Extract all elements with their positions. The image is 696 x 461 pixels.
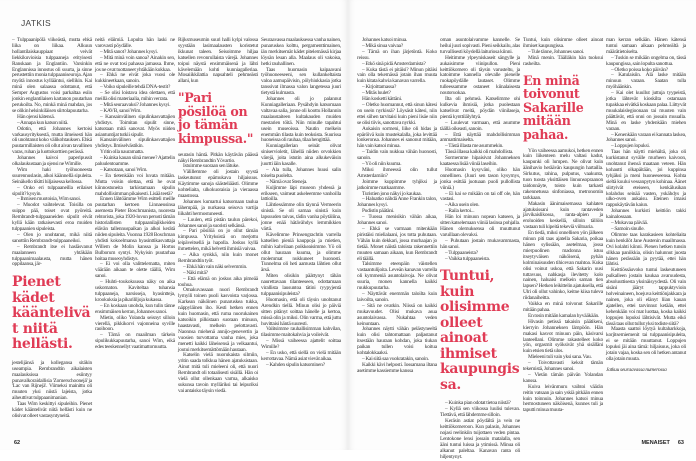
body-paragraph: oman asuntolaivamme kannelle. Se heilui juuri sopivasti. Pieni seikkailu, alas turvallisesti köydellä laituriosa kiinni. bbox=[440, 37, 520, 55]
body-paragraph: – Mikä sinua vaivaa? bbox=[362, 42, 404, 49]
body-paragraph: Olimme taas karakasieen kohteliaita kuin henkilöt Jane Austenin maailmassa. Ovi kolahti kiinni. Pienen hetken tunsin silkkaa paniikkia, olisin halunnut juosta hänen perässään ja pyytää, ettei hän lähtisi. bbox=[606, 231, 686, 268]
body-paragraph: Huomasin, että oli täysin unohtanut Arendkin tiellä. Minun olisi jo päiviä sitten pitänyt soittaa hänelle ja kertoa, missä olin ja miksi. Olin varma, että juttu huvittaisi häntä suuresti. bbox=[261, 296, 341, 327]
body-paragraph: – Puhutaan jostain mukavammasta, hän sanoi. bbox=[440, 237, 520, 250]
body-paragraph: – Nämä ovat Steneja. bbox=[266, 178, 308, 185]
body-paragraph: Ilta oli pehmeä. Katselimme ohi kulkevia ihmisiä, jotka puolestaan katselivat meitä, pöydän viinilaseja, pientä kynttilälyhtyä. bbox=[440, 96, 520, 120]
body-paragraph: Yön vaiheessa aamukoi, hetken ennen kuin liikenteen melu valtasi kadut, kaupunki oli lumpen. Ne olivat kuin äänihavio heräävän kaupungin hartailla. Sirkutus, rahina, pulputus, vaakunta, tuon tuosta yksittäisen linnunsopraanon taidonnäyte, toisto kuin tarkasti rakennetussa sinfoniassa, metronomin tarkkaan. bbox=[523, 147, 603, 201]
body-paragraph: – Luulen, että pistän taulun pärekoi, Johannes sanoi ja suoristi selkänsä. bbox=[178, 216, 258, 229]
body-paragraph: – Mitä sanot? Johannes kysyi. bbox=[100, 48, 158, 55]
body-paragraph: Sormemme hipaisivat Johanneksen kaataessa lisää viiniä laseihin. bbox=[440, 155, 520, 168]
body-paragraph: Mietin, oliko Yolanda seisnyt silloin vierellä, pikkikorvi vajonneina syville raoihoon. bbox=[95, 314, 175, 333]
body-paragraph: Kaikki kävi helposti. Iossamana iltana asetimme kassiemme kanssa bbox=[357, 361, 437, 374]
body-paragraph: – Raila kertoi... bbox=[445, 208, 475, 215]
article-column-8 bbox=[606, 38, 686, 374]
body-paragraph: Istuimme suoraan sen lätuke. bbox=[183, 163, 240, 170]
body-paragraph: Huomasin kysyväni, oliko hän onnellinen. (Juuri sen tason kysymys, jonka esittää juotuaan puoli pullollista viiniä.) bbox=[440, 166, 520, 191]
body-paragraph: – Tulppaanipölä viikeästä, mutta ehkä liika on liikaa. Alkuun hollantilaiskauppiaat veivät liekkikuvioisia tulppaaneja erityisesti Ranskaan ja Englantiin. Varsinkin Englannissa innostus oli suurta, ja sinne perustettiin monia tulppaaniseuroja. Ajan myötä innostus kyllääntui, siellikin. Kai minä olen salaassa odottanut, että Semper Augustus voisi parkaltaa esiin jonkin englantilaisen kartanon puutarhan perukoilta. No, minkä minä mahdan, jos se olikin helsinkiläisen siirtolapuutarha. bbox=[12, 37, 92, 114]
body-paragraph: Johannes katsoi minua. bbox=[362, 37, 408, 43]
body-paragraph: Kansainvälinen sipulinkasvattajien yhdistys. Ilmiselvästikin. bbox=[95, 137, 175, 150]
section-label: JATKIS bbox=[21, 18, 51, 28]
body-paragraph: – Annapa kun katson niitä. bbox=[17, 119, 69, 126]
body-paragraph: – Kyllä sen viikossa luulisi tulevan. Tiettävä, että lähdemme silloin. bbox=[440, 406, 520, 419]
body-paragraph: – Tästä illasta me asummekin. bbox=[445, 143, 504, 150]
body-paragraph: – Vaikka tulppaaneista. bbox=[445, 255, 490, 262]
body-paragraph: – Mitä seuraavaksi? Johannes kysyi. bbox=[100, 101, 171, 108]
left-page bbox=[0, 0, 348, 450]
body-paragraph: Hän ojensi kätensä. bbox=[17, 113, 55, 120]
body-paragraph: – Ehkä hän vain näki selvemmin. bbox=[183, 263, 248, 270]
body-paragraph: – Tule tänne, Johannes sanoi. bbox=[528, 48, 585, 55]
body-paragraph: Keittiössäuvoko tuntui laskeutuneen pulkalleen jostain kaukaa avaruudesta, absoluuttisesta yksinäisyydestä. Oli vain sisäni jääryt tappuktyvioin holveinaineen, hoejuva keittiönjakkara ja nainen, joka oli elänyt liian kauan ajatellen, ettei tarvinnut ketään, ettei kehenkään voi mat luottaa, koska kaikki loppujen lopuksi lähtisivät. Mutta eikö tässä taas ollut tullut yksi todiste siitä? bbox=[606, 267, 686, 327]
body-paragraph: En tosin mitään kamalan hyvääkään. bbox=[528, 312, 600, 319]
right-page bbox=[348, 0, 696, 460]
body-paragraph: – Ehkä se varmaan mitenkään piristäisi mielialaani, jos totta puhutaan. Vähän kuin dekkari, jossa murhaajan jo tietää. Monet näistä taloista rakennettiin muuten samaan aikaan, kun Rembrandt eli täällä. bbox=[357, 226, 437, 262]
body-paragraph: Hän kosketti kättäni. bbox=[362, 96, 402, 103]
article-column-2 bbox=[95, 38, 175, 351]
body-paragraph: – En usko, että siellä on vielä mitään kerrottavaa. Nämä asiat vievät aikaa. bbox=[261, 350, 341, 362]
body-paragraph: Miksi ihmeessä olin tullut Amsterdamiin? bbox=[357, 166, 437, 179]
body-paragraph: – Ala tulla, Johannes huusi salin toiselta puolelta. bbox=[261, 166, 341, 179]
body-paragraph: man kerran selkään. Hänen kätensä tuntui samaan aikaan pehmeältä ja määrätietoiselta. bbox=[606, 37, 686, 55]
body-paragraph: – Tuskin se mikään ongelma on, tässä kaupungissa, sain lopulta sanottua. bbox=[606, 54, 686, 67]
body-paragraph: – Rembrandt itse ei hasläsvanut maalanneen yhtäkään tulppaanimaalausta, mutta hänen oppilaansa, jär- bbox=[12, 243, 92, 268]
body-paragraph: – Kai olet kuullut juttuja tyypeistä, jotka lähtevät kioskilta ostamaan tupakkaa eivätkä koskaan palaa. Liittyvät muukalaislegioonaan tai muuten vain päättävät, että onni on jossain muualla. Minä en laske yhdenkään miehen varaan. bbox=[606, 90, 686, 132]
body-paragraph: Yritin olla nauramatta. bbox=[100, 149, 144, 156]
continued-note: Jatkuu seuraavassa numerossa bbox=[606, 366, 667, 373]
body-paragraph: – Pari pösilöä on jo ollut tämän kimpussa. Yrityksistä on merjottu leipäveitsellä ja hapolla. Joskus kyllä ihmettelen, mikä helvetti ihmisiä vaivaa. bbox=[178, 228, 258, 253]
body-paragraph: – Taidin vain nukkua vähän huonosti, sanoin. bbox=[357, 149, 437, 162]
body-paragraph: – Ihmisen muotoisia, Wim sanoi. bbox=[17, 196, 81, 203]
body-paragraph: Kuljimme läpi museon yhdessä ja erikseen, vaimeat askeleemme vanhoilla lattioilla. bbox=[261, 184, 341, 203]
body-paragraph: – Samoin sinulle. bbox=[611, 226, 645, 232]
body-paragraph: – Toivottavasti keksit tämän tekemistä, Johannes sanoi. bbox=[523, 360, 603, 373]
body-paragraph: – Oletko huomannut, että sinun kätesi on usein nyrkissä? Löysäsit kätesi, niin ettei siihen tarvitaisi kuin pieni lisäe niin se olisi tiivis, sanottava nyrkki. bbox=[357, 101, 437, 126]
body-paragraph: – Voiko sipuleille tehdä DNA-testit? bbox=[100, 84, 171, 91]
body-paragraph: seurasin häntä. Pitkän käytävän päässä näkyi Rembrandtin Yövartio. bbox=[178, 151, 258, 164]
body-paragraph: – Ehkä ne eivät joka vuosi ole kukkineetkaan, sanoin. bbox=[95, 72, 175, 85]
body-paragraph: Kävelimme Prinsengrachtin varrella katsellen pieniä kauppoja ja mietien, mihin kahvilaan poikkeaisimme. Yö oli ollut hauraan kuuma, ja olimme molemmat nukkuneet huonosti. Tunnelma oli heti aamusta lähtien ollut ärsä. bbox=[261, 231, 341, 274]
body-paragraph: – Aika synkkä, niin kuin monet Rembrandtin työt. bbox=[178, 252, 258, 264]
body-paragraph: Johannes oli jo palannut Kunniagalleriaan. Pysähdyin katsomaan valtavaa salia, jonne oli koottu Hollannin maalaustaiteen kultakauden muiden mestarien töitä. Niin minulle tapahtui usein museoissa. Nautin melkein enemmän tilasta kuin teoksista. Suurissa huoneissa oli rauhaa, tilaa hengittää. bbox=[261, 96, 341, 144]
body-paragraph: Kunniagallerian seinät olivat siniservioletit, lähellä niiden orvokkien värejä, joita istutin aina alkukeväisin juurtti iäin kasalle. bbox=[261, 143, 341, 168]
article-column-1 bbox=[12, 38, 92, 420]
body-paragraph: – En tietenkään voi luvata mitään. Mutta voisin olettaa, että he ovat kiinnostuneita tarkistamaan sipulin mahdollisimman pikaisesti. Lisää teetä? bbox=[95, 172, 175, 197]
body-paragraph: Hivasin petissä takaisin päätikeni, kierryin Johanneksen lämpöön. Hän makasi kasvot minuun päin, käsivarsi lanteellani. Olimme rakastelleet koko yön, orgasmit syöksivät yhä sisälläni kuin etsien tietä ulos. bbox=[523, 318, 603, 355]
body-paragraph: – Muodot vaihtelevat. Toisilla on suippo pää, toiset ovat pyöreitä. Rembrandt-tulppaaneiden sipulit eivät kyllä kään ratkaisevasti eroa muiden tulppaanien sipuleista. bbox=[12, 202, 92, 232]
body-paragraph: En tiedä, miksi onnellisen yön jälkeen minun piti taas ajatella Sakaria, poikaa hänen sylissään, asetelmaa, jossa mierpuolinen madonna istuu itseytyväisen näköisenä, pyhän kolminaisuuden tihicevan mahtoa. Kuka olisi voinut uskoa, että Sakarin uusi tuttavuus, nahkasja ilevitetty kolo nainen, haluaisi melkein saman tien lapsen? Hetken leikittelin ajatuksella, että Ulri oli ollut vahinko, keitne kiisa tuleva riidanaiheitta. bbox=[523, 230, 603, 302]
body-paragraph: Taas Wim keskittyi sipuleihin. Pienet kädet kääntelivät niitä hellästi kuin ne olisivat olleet vastasyntyneitä. bbox=[12, 401, 92, 419]
body-paragraph: – Kenenkään varaan ei kannata laskea, Johannes sanoi. bbox=[606, 131, 686, 144]
body-paragraph: Johannes kaivoi paperipussit olkalaukustaan ja ojensi ne Wimille. bbox=[12, 155, 92, 168]
pull-quote-headline: En minä toivonut Sakarille mitään pahaa. bbox=[523, 72, 584, 142]
body-paragraph: – Ei kai se mikään on tai off ole, hän vastasi. bbox=[440, 190, 520, 203]
body-paragraph: – Katsotaan, sanoi Wim. bbox=[100, 166, 148, 173]
body-paragraph: Ennen lähtöämme Wim esitteli meille puutarhan kertoen Linnaeusinsa asemesta Pieter Boschmanista, nuoresta rehtorista, joka 1920-luvun perusti tämän historiallisten tulppaanilajikkeiden elävän tallennuspaikan ja alkoi kerätä niiden sipuleita. Vuonna 1928 Boschman yhdisti kokoelmansa hyasinttikasvattaja Willem de Molin kanssa ja Hortus Bulborum syntyi. Nykyisin puutarhaa hoitaa museoyhdistys. bbox=[95, 196, 175, 262]
body-paragraph: – Aika usein olen. bbox=[445, 202, 480, 209]
body-paragraph: – En koskaan unohda, kun tulin tänne ensimmäisen kerran, Johannes sanoi. bbox=[95, 302, 175, 315]
body-paragraph: – Huhti–toukokuussa näky on aika uskomaton. Kaviteltaa tuhansia tulppaaneja, narsisseja, hyasintteja, krookuksia ja pikarililjoja kukassa. bbox=[95, 279, 175, 303]
body-paragraph: Joimme kuppimme tyhjiksi ja jatkoimme matkaamme. bbox=[357, 178, 437, 191]
body-paragraph: – Oletko poissa koko päivän? bbox=[611, 66, 668, 73]
body-paragraph: Minä menin. Täälläkin hän tuoksui rasheilta. bbox=[523, 54, 603, 67]
body-paragraph: – Tämä on ihan järjetöntä. Koko reissu. bbox=[357, 48, 437, 61]
body-paragraph: – Tuossa menisikin vähän aikaa, Johannes sanoi. bbox=[357, 214, 437, 227]
body-paragraph: Maasta saattoi löytyä kultaharkkoja, korjitsemiemenit tai tulppaanisipuleita, ei se mitään muuttanut. Loppujen lopuksi jäi aina tämä: hiljaisuus, joka oli jotain vajaa, koska sen oli hetken antanut olla jotain muuta. bbox=[606, 326, 686, 362]
body-paragraph: Taas huomasin kaipaavani työhuoneeseeni, sen kullankeltaista valoa aamupäivisin, pölyhiukkasia jotka tanssivat ilmassa valon langetessa juuri tietystä kulmasta. bbox=[261, 66, 341, 97]
body-paragraph: Kuiva leivänmuru vaihtoi väärän reitin vatsaan ja sain yskiä pitkään ennen kuin toinnuin. Johannes katsoi minua hermostuneen näköisenä, kunnes tuli ja taputti minua muuta- bbox=[523, 383, 603, 414]
article-column-7 bbox=[523, 38, 603, 414]
body-paragraph: – Kuinka pian odotat tietoa niistä? bbox=[445, 400, 511, 407]
body-paragraph: – Kansainvälinen sipulinkasvattajien yhdistys. Toimitan sipulit sinne, katsotaan mitä sanovat. Myös niiden asiantuntijat tutkii sipulit. bbox=[95, 113, 175, 138]
article-column-6 bbox=[440, 38, 520, 461]
article-column-5 bbox=[357, 38, 437, 375]
body-paragraph: – Luulevat varmaan, että asumme täällä oikeasti, sanoin. bbox=[440, 119, 520, 132]
body-paragraph: – Kuinka kauan siinä menee? Ajattelin paluulentoamme. bbox=[95, 155, 175, 168]
page-number-left: 62 bbox=[14, 440, 21, 446]
body-paragraph: Makasin äänimaisemassa kahlaten ajatuksissani kuin rantaveden järvikaislikossa, ranta-alpien ja eroluoiden keskellä, silloin tällöin vastaan tuli kipeitä tekeviä viiltoaria. bbox=[523, 200, 603, 231]
body-paragraph: Mieleeni tuli vain yksi sana. Vau. bbox=[528, 354, 592, 361]
body-paragraph: Johannes kurkisti keittiön takki kainalossaan. bbox=[606, 208, 686, 221]
body-paragraph: Taas hän näytti miehältä, joka oli kurkistanut syvälle murheen kaivoon, unohtanut ihensä maataan veteen. Hän kohautti olkapäitään, joi kuppinsa tyhjäksi ja meni huoneeseensa. Kohta sieltä kuului vessanpytyn kohinaa. Äänet siirtyivät eteiseen, kenkälusikan kolahdus seinää vasten, yskähdys ja ulko-oven aukaisu. Eteinen imaisi rappukäytävän kaiun. bbox=[606, 149, 686, 209]
body-paragraph: – Vietän tämän päivän Yolandan kanssa. bbox=[523, 371, 603, 384]
article-column-4 bbox=[261, 38, 341, 369]
body-paragraph: – Kahden sipulin katsominen? bbox=[266, 361, 325, 368]
pull-quote-headline: Pienet kädet kääntelivät niitä hellästi. bbox=[12, 274, 91, 353]
body-paragraph: – Että elämä on joskus aika pimeää touhua. bbox=[178, 275, 258, 288]
body-paragraph: Tässä illassa kaikki oli mahdollista. bbox=[445, 149, 514, 156]
body-paragraph: – Kai siitä saa vuokratakin, sanoin. bbox=[362, 355, 429, 362]
body-paragraph: – Mitäs luulet? bbox=[362, 90, 391, 97]
body-paragraph: Tuntui, kuin olisimme olleet ainoat ihmiset kaupungissa. bbox=[523, 37, 603, 49]
body-paragraph: – Mukavaa päivää. bbox=[611, 220, 648, 227]
body-paragraph: Talsimme eteenpäin väistellen vastaantulijoita. Leveän kanavan varrella oli kymmeniä asuntolaivoja. Ne olivat suuria, monen kannella kaikki ruukkupuutarha. bbox=[357, 261, 437, 292]
body-paragraph: – Kuka tästä ei pitäisi? Minun pitäisi vain olla tekemässä jotain ihan muuta kuin kitata kahvia kanavan varrella. bbox=[357, 66, 437, 85]
body-paragraph: – Haluatko nähdä Anne Frankin talon, Johannes kysyi. bbox=[357, 196, 437, 209]
body-paragraph: Katselin vielä nuorukaista silmiin, yritin saada tolkkua hänen ajatuksistaan. Ainut mitä tuli mieleeni oli, että nuori Rembrandt oli totaalisesti sisällä. Hän oi vielä ollut ollenkaan varma, alkaisko sukunsa tavoin mylläriksi tai leipuriksi vai antaisko täysin viedä. bbox=[178, 352, 258, 394]
body-paragraph: Keräsin astiat pöydältä ja vein ne keittiökomeroon. Kun palasin, Johannes nojasi reelinkiin tuijottaen veden pintaa. Lentokone lensi jossain matalalla, sen ääni tuntui luissa ja ytimissä. Minua oli alkanut paleltaa. Kanavan ranta oli hiljentynyt. bbox=[440, 418, 520, 460]
body-paragraph: Turistien jono näkyi jo kaukaa. bbox=[362, 190, 422, 197]
body-paragraph: jestelijänsä ja kollegansa sitäkin useampia. Rembrandtin aikalaisten maalauksissa esiintyy punavalkoraidallisia 'Zomerschoonejä' ja 'Lac van Rijnejä'. Viimeksi mainittu oli muuten yksi niistä lajeista, jotka aiheuttivat tulppaanimanian. bbox=[12, 359, 92, 402]
footer-right bbox=[641, 440, 684, 446]
body-paragraph: – Onko eri tulppaaneilla erilaiset sipulit? kysyin. bbox=[12, 184, 92, 197]
body-paragraph: – Näki mitä? bbox=[183, 269, 208, 276]
body-paragraph: Odotin, että Johannes kertoisi varkausyrityksestä, mutta ilmeisesti hän oli unohtanut koko välikohtauksen. Ehkä puutarmillaisten oli ollut aivan tavallinen varas, ruhan ja luottokorttien perässä. bbox=[12, 125, 92, 156]
body-paragraph: – Tämä on maailman tärkein sipulikukkapuutarha, sanoi Wim, eikä edes teeskennellyt vaatimattomuutta. bbox=[95, 332, 175, 351]
body-paragraph: – Se olisi loistava idea olettaen, että meillä olisi materiaalia, mihin verrata. bbox=[95, 90, 175, 103]
body-paragraph: Aukaisin sormeni, liike oli hidas ja epäröivä kuin mustekalalla, joka levittää lonkeronsa. Johannes ei sanonut mitään, hän vain katsoi minua. bbox=[357, 125, 437, 150]
body-paragraph: – Että näyttää mahdollisimman ammattimaiselta. bbox=[440, 131, 520, 144]
body-paragraph: – Katulaisiin. Älä laske mitään minuun varaan. Saatan tulla myöhäänkin. bbox=[606, 72, 686, 91]
body-paragraph: – Ei voi olla valittelematta, miten väärään aikaan te olette täällä, Wim sanoi. bbox=[95, 261, 175, 280]
page-number-right: 63 bbox=[677, 440, 684, 446]
pull-quote-headline: Tuntui, kuin olisimme olleet ainoat ihmiset kaupungissa. bbox=[440, 268, 520, 393]
body-paragraph: – Tulppaaneista? bbox=[445, 249, 478, 256]
body-paragraph: – Missä vaiheessa ajattelit soittaa Wimille? bbox=[261, 338, 341, 351]
body-paragraph: Hän loi minuun nopean katseen, ja sitten katselemaan viiniä lasinsa pohjalla. Hänen olemuksensa oli muuttunut varuillaan olevaksi. bbox=[440, 214, 520, 238]
body-paragraph: – Yö oli niin kuuma. bbox=[362, 161, 402, 168]
body-paragraph: neitä eläimiä. Lopulta hän laski ne varovasti pöydälle. bbox=[95, 37, 175, 49]
body-paragraph: – Loppujen lopuksi. bbox=[611, 143, 650, 150]
body-paragraph: Valitsimme rauhallisimman kahvilan, tilasimme maitokahvia ja voileivät. bbox=[261, 326, 341, 339]
body-paragraph: Heitimme ylpeyniskaseit sängylle ja aukaisimme viinipullon. Pieni keittiökomero oli täysin varusteltu, ja katoimme kannella olevalle pienelle ruokapöydälle lautaset. Olimme tulleessamme ostaneet kiinalaisesta noutoruokaa. bbox=[440, 54, 520, 97]
body-paragraph: – Etkö sinä pidä Amsterdamista? bbox=[362, 60, 426, 67]
body-paragraph: Lähtiessämme olin täynnä Vermeerin sinistä. Se oli samaa sinistä kuin lapsuuden taivas, tädin vanha pöytäliina, jonne enää hätävähdys lemmikkien värtä. bbox=[261, 202, 341, 232]
body-paragraph: – Näyttävät enemmän taloilta kuin laivoilta, sanoin. bbox=[357, 290, 437, 303]
body-paragraph: Johannes näytti vähän pelästyneeltä kuin olisi tahtomattaan paljastanut itsestään hauraan kohdan, joka tiukan paikan tullen voisi koitua kohtalokkaaksi. bbox=[357, 326, 437, 357]
body-paragraph: Wim haki työhuoneesta suurennuslasin, alkoi käännellä sipuleita. Seinäkello tikitti hiljaisessa kellossa. bbox=[12, 166, 92, 185]
body-paragraph: Rijksmuseumin suuri halli kylpi valossa syystään lasimaalausten koristetut ikkunat taleen. Seisoimme hiljaa katsellen revonrullaista värejä. Johannes toipui näystä ensimmäisenä ja lähti kävelemään kohti kunniagalleriaa. Mosaiikkilattia napsahteli pehmeästi allani, kun bbox=[178, 37, 258, 85]
body-paragraph: – KAVB, sanoi Wim. bbox=[100, 107, 142, 114]
body-paragraph: Pudistin päätäni. bbox=[362, 208, 395, 215]
body-paragraph: Johannes kumartui katsomaan taulua lähempää, ja nurkassa seisova vartija liikahti hermostuneesti. bbox=[178, 198, 258, 217]
magazine-name: MENAISET bbox=[641, 440, 670, 446]
pull-quote-headline: "Pari pösilöä on jo tämän kimpussa." bbox=[178, 90, 254, 147]
body-paragraph: Omakuvassaan nuori Rembrandt lymyili toinen puoli kasvoista varjossa. Karkean näköinen punaruskea tukka, näppyläinen iho. Kesti hetken ennen kuin huomasin, että ruma nuorukainen katsoikin pilkistaan suoraan minuun, haastavasti, melkein pelottavasti. Naonnsa miehenä annijo-genevertin ja vuosien turvottama vanha mies, joka menetti kaikki läheisensä ja velkaantui, joutui merkitsemättömään hautaan. bbox=[178, 287, 258, 353]
body-paragraph: Vaikka en minä toivonut Sakarille mitään pahaa. bbox=[523, 301, 603, 313]
body-paragraph: Seuraavassa maalauksessa vanha nainen, punaruskea kolttu, pergamenttimainen, iän merkitsemät kädet pitelemässä kirjaa löysän leuan alla. Maalaus oli vakoisa, hetki rauhallinen. bbox=[261, 37, 341, 67]
body-paragraph: Välillemme oli jostain syystä laskeutunut epämukava hiljaisuus. Käytimme sanoja säästeliäästi. Olimme kohteliaita, ulkokuoraisia ja vieraassa maastossa. bbox=[178, 169, 258, 199]
body-paragraph: Miten olisikin päättynyt tähän naurettavaan tilanteeseen, odottamaan virallista lausuntoa tätini ryypyjentä tulppaanisipuleista? bbox=[261, 273, 341, 297]
article-column-3 bbox=[178, 38, 258, 395]
body-paragraph: – Kirjoittamassa? bbox=[362, 84, 397, 91]
body-paragraph: – Olen jo unohtanut, mikä niitä sanottiin Rembrandt-tulppaaneiksi. bbox=[12, 231, 92, 244]
body-paragraph: – Mitä minä voin sanoa? Ainakin sen, että ne ovat tosi pahassa jamassa. Ihme, jos ne ovat tuottaneet yhtäkään kukkaa. bbox=[95, 54, 175, 73]
body-paragraph: – Sitä ne ovatkin. Niissä on kaikki mukavuudet. Olisi mukava asua asuntolaivassa. Nukahtaa veden keinuntaan. bbox=[357, 302, 437, 327]
